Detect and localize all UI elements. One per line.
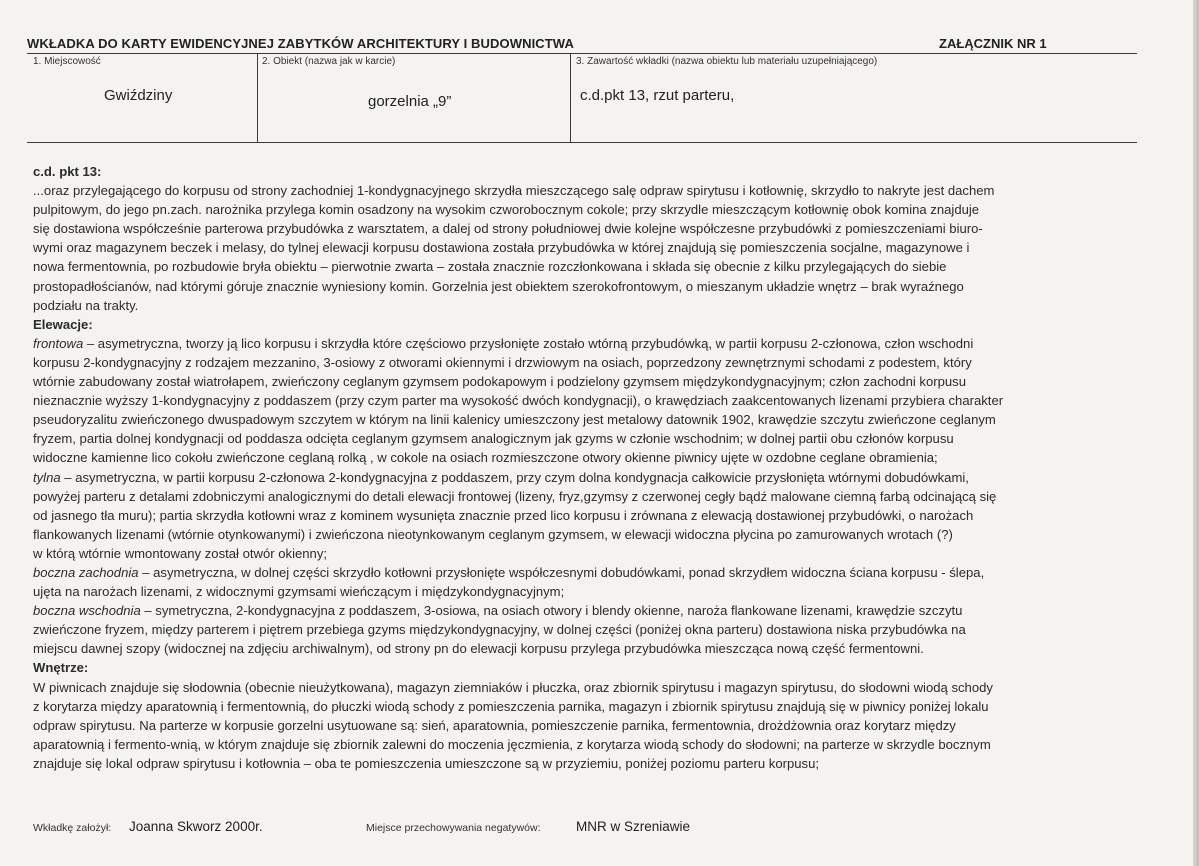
author-label: Wkładkę założył:	[33, 822, 112, 834]
paragraph-line: pseudoryzalitu zwieńczonego dwuspadowym szczytem w którym na linii kalenicy umieszczony jest metalowy datownik 1902, krawędzie szczytu zwieńczone ceglanym	[33, 412, 996, 428]
paragraph-line: pulpitowym, do jego pn.zach. narożnika przylega komin osadzony na wysokim czworobocznym cokole; przy skrzydle mieszczącym kotłownię obok komina znajduje	[33, 202, 980, 218]
paragraph-line: miejscu dawnej szopy (widocznej na zdjęciu archiwalnym), od strony pn do elewacji korpusu przylega przybudówka mieszcząca nową część fermentowni.	[33, 641, 924, 657]
annex-number: ZAŁĄCZNIK NR 1	[939, 36, 1047, 51]
west-elevation-label: boczna zachodnia	[33, 564, 139, 580]
front-elevation-label: frontowa	[33, 335, 84, 351]
locality-value: Gwiździny	[104, 87, 173, 104]
heading-elevations: Elewacje:	[33, 316, 93, 332]
table-divider-2	[570, 53, 571, 142]
rear-elevation-label: tylna	[33, 469, 61, 485]
author-value: Joanna Skworz 2000r.	[129, 819, 263, 834]
paragraph-line: z korytarza między aparatownią i fermentownią, do płuczki wiodą schody z pomieszczenia parnika, magazyn i zbiornik spirytusu znajdują się w piwnicy poniżej lokalu	[33, 698, 989, 714]
paragraph-line: się dostawiona współcześnie parterowa przybudówka z warsztatem, a dalej od strony południowej dwie kolejne współczesne przybudówki z pomieszczeniami biuro-	[33, 221, 983, 237]
paragraph-line: nieznacznie wyższy 1-kondygnacyjny z poddaszem (przy czym parter ma wysokość dwóch kondygnacji), o krawędziach zaakcentowanych lizenami przybiera charakter	[33, 393, 1004, 409]
page-edge	[1193, 0, 1199, 866]
paragraph-line: prostopadłościanów, nad którymi góruje znacznie wyniesiony komin. Gorzelnia jest obiektem szerokofrontowym, o mieszanym układzie wnętrz – brak wyraźnego	[33, 278, 964, 294]
paragraph-line: wtórnie zabudowany został wiatrołapem, zwieńczony ceglanym gzymsem podokapowym i podzielony gzymsem międzykondygnacyjnym; człon zachodni korpusu	[33, 374, 966, 390]
storage-value: MNR w Szreniawie	[576, 819, 691, 834]
content-value: c.d.pkt 13, rzut parteru,	[580, 87, 735, 104]
paragraph-line: w którą wtórnie wmontowany został otwór okienny;	[33, 545, 328, 561]
paragraph-line: odpraw spirytusu. Na parterze w korpusie gorzelni usytuowane są: sień, aparatownia, pomieszczenie parnika, fermentownia, drożdżownia oraz korytarz między	[33, 717, 956, 733]
paragraph-line: tylna – asymetryczna, w partii korpusu 2-członowa 2-kondygnacyjna z poddaszem, przy czym dolna kondygnacja całkowicie przysłonięta wtórnymi dobudówkami,	[33, 469, 969, 485]
east-elevation-label: boczna wschodnia	[33, 603, 141, 619]
heading-interior: Wnętrze:	[33, 660, 89, 676]
table-bottom-border	[27, 142, 1137, 143]
paragraph-line: ...oraz przylegającego do korpusu od strony zachodniej 1-kondygnacyjnego skrzydła mieszczącego salę odpraw spirytusu i kotłownię, skrzydło to nakryte jest dachem	[33, 183, 995, 199]
paragraph-line: ujęta na narożach lizenami, z widocznymi gzymsami wieńczącym i międzykondygnacyjnym;	[33, 584, 565, 600]
paragraph-line: flankowanych lizenami (wtórnie otynkowanymi) i zwieńczona nieotynkowanym ceglanym gzymsem, w elewacji widoczna płycina po zamurowanych wrotach (?)	[33, 526, 953, 542]
table-divider-1	[257, 53, 258, 142]
paragraph-line: powyżej parteru z detalami zdobniczymi analogicznymi do detali elewacji frontowej (lizeny, fryz,gzymsy z czerwonej cegły bądź malowane ciemną farbą odcinającą się	[33, 488, 997, 504]
paragraph-line: korpusu 2-kondygnacyjny z rodzajem mezzanino, 3-osiowy z otworami okiennymi i drzwiowym na osiach, poprzedzony zewnętrznymi schodami z podestem, który	[33, 354, 972, 370]
paragraph-line: widoczne kamienne lico cokołu zwieńczone ceglaną rolką , w cokole na osiach rozmieszczone otwory okienne piwnicy ujęte w ozdobne ceglane obramienia;	[33, 450, 938, 466]
heading-continuation: c.d. pkt 13:	[33, 164, 102, 179]
locality-label: 1. Miejscowość	[33, 56, 101, 67]
document-title: WKŁADKA DO KARTY EWIDENCYJNEJ ZABYTKÓW ARCHITEKTURY I BUDOWNICTWA	[27, 36, 574, 51]
paragraph-line: boczna zachodnia – asymetryczna, w dolnej części skrzydło kotłowni przysłonięte współczesnymi dobudówkami, ponad skrzydłem widoczna ściana korpusu - ślepa,	[33, 564, 985, 580]
content-label: 3. Zawartość wkładki (nazwa obiektu lub materiału uzupełniającego)	[576, 56, 878, 67]
paragraph-line: znajduje się lokal odpraw spirytusu i kotłownia – oba te pomieszczenia umieszczone są w przyziemiu, poniżej poziomu parteru korpusu;	[33, 755, 820, 771]
paragraph-line: fryzem, partia dolnej kondygnacji od poddasza odcięta ceglanym gzymsem analogicznym jak gzyms w członie wschodnim; w dolnej partii obu członów korpusu	[33, 431, 954, 447]
paragraph-line: wymi oraz magazynem beczek i melasy, do tylnej elewacji korpusu dostawiona została przybudówka w której znajdują się pomieszczenia socjalne, magazynowe i	[33, 240, 970, 256]
paragraph-line: zwieńczone fryzem, między parterem i piętrem przebiega gzyms międzykondygnacyjny, w dolnej części (poniżej okna parteru) dostawiona niska przybudówka na	[33, 622, 966, 638]
object-value: gorzelnia „9”	[368, 93, 452, 110]
paragraph-line: frontowa – asymetryczna, tworzy ją lico korpusu i skrzydła które częściowo przysłonięte zostało wtórną przybudówką, w partii korpusu 2-członowa, człon wschodni	[33, 335, 974, 351]
body-text	[33, 162, 1143, 773]
paragraph-line: podziału na trakty.	[33, 297, 139, 313]
paragraph-line: od jasnego tła muru); partia skrzydła kotłowni wraz z kominem wysunięta znacznie przed lico korpusu i zrównana z elewacją dostawionej przybudówki, o narożach	[33, 507, 974, 523]
table-top-border	[27, 53, 1137, 54]
storage-label: Miejsce przechowywania negatywów:	[366, 822, 541, 834]
paragraph-line: boczna wschodnia – symetryczna, 2-kondygnacyjna z poddaszem, 3-osiowa, na osiach otwory i blendy okienne, naroża flankowane lizenami, krawędzie szczytu	[33, 603, 963, 619]
paragraph-line: nowa fermentownia, po rozbudowie bryła obiektu – pierwotnie zwarta – została znacznie rozczłonkowana i składa się obecnie z kilku przylegających do siebie	[33, 259, 947, 275]
paragraph-line: W piwnicach znajduje się słodownia (obecnie nieużytkowana), magazyn ziemniaków i płuczka, oraz zbiornik spirytusu i magazyn spirytusu, do słodowni wiodą schody	[33, 679, 993, 695]
paragraph-line: aparatownią i fermento-wnią, w którym znajduje się zbiornik zalewni do moczenia jęczmienia, z korytarza wiodą schody do słodowni; na parterze w skrzydle bocznym	[33, 736, 991, 752]
object-label: 2. Obiekt (nazwa jak w karcie)	[262, 56, 396, 67]
